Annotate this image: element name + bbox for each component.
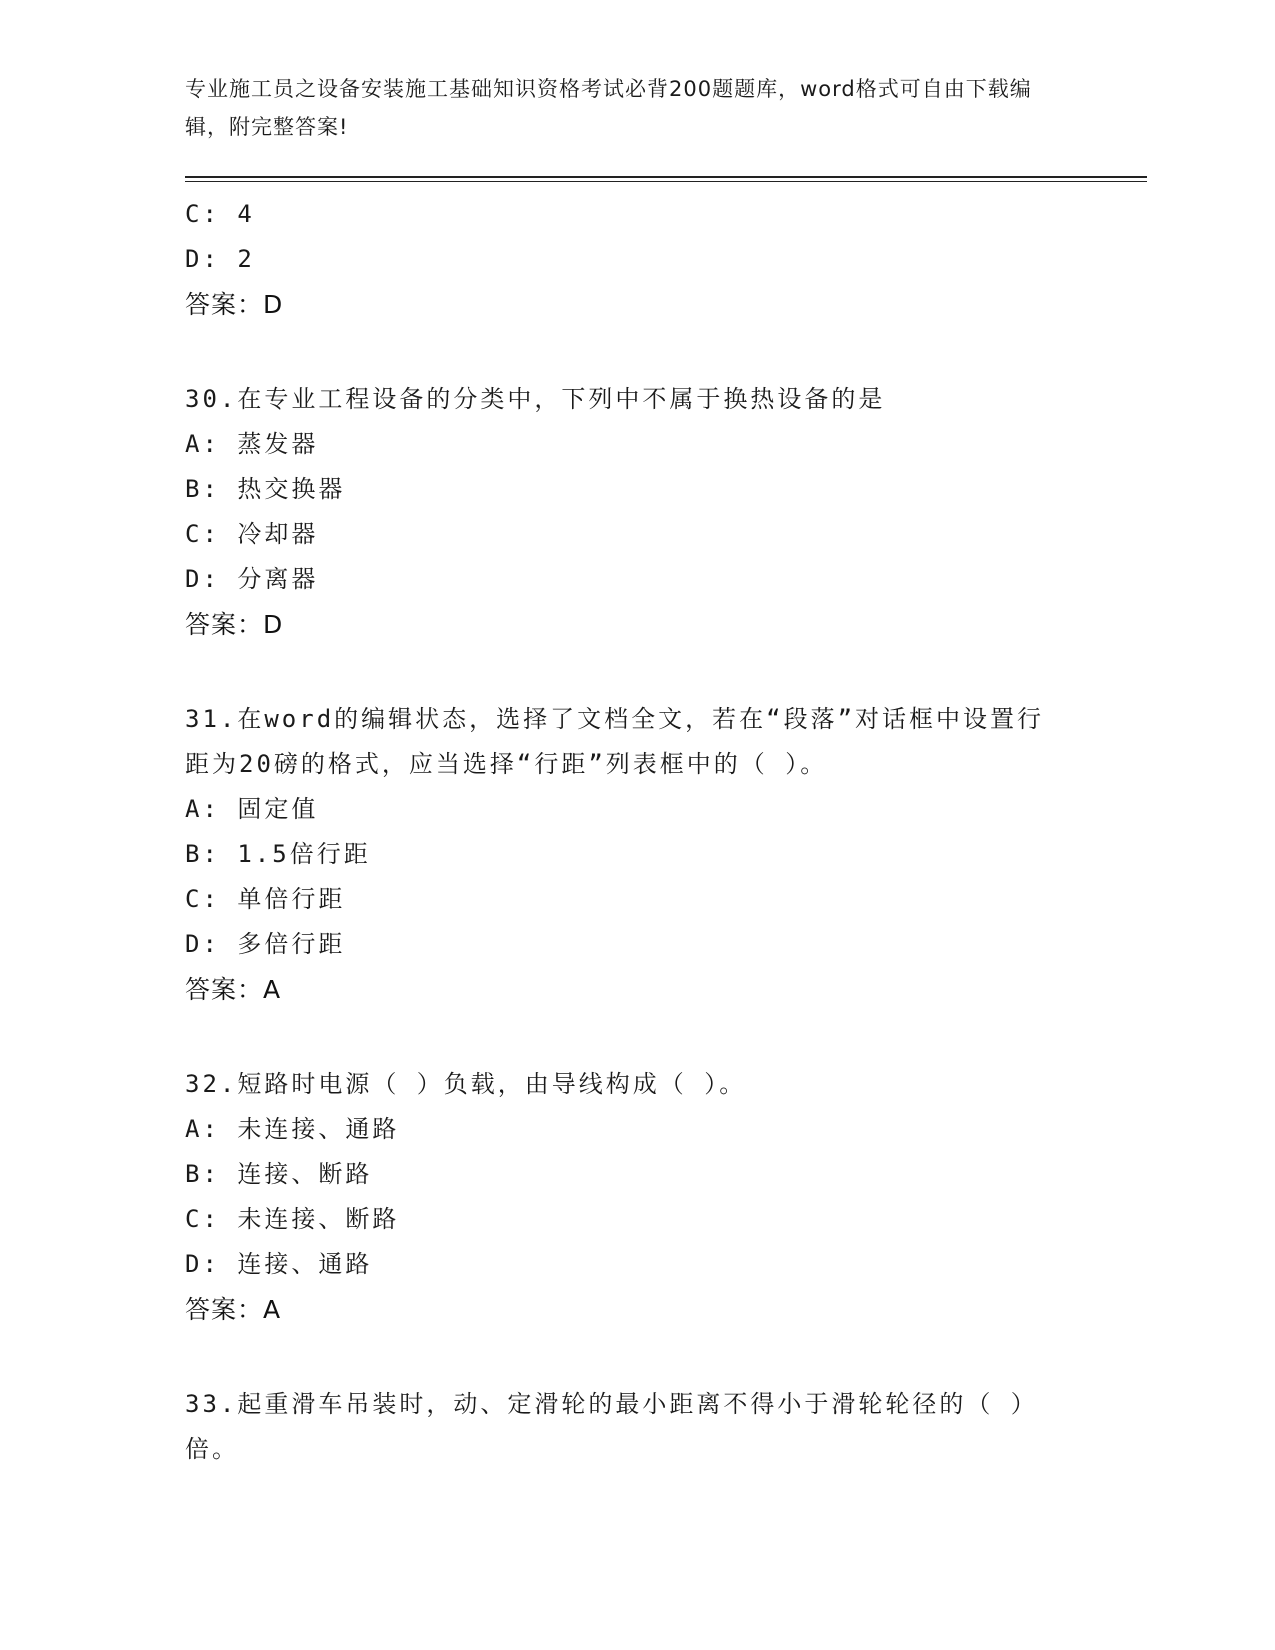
answer-line: 答案：A (185, 975, 282, 1004)
question-text: 31.在word的编辑状态，选择了文档全文，若在“段落”对话框中设置行距为20磅的格式，应当选择“行距”列表框中的（ ）。 (185, 705, 1045, 778)
question-text: 33.起重滑车吊装时，动、定滑轮的最小距离不得小于滑轮轮径的（ ）倍。 (185, 1390, 1038, 1463)
spacer (185, 647, 1065, 697)
answer-line: 答案：A (185, 1295, 282, 1324)
question-31 (185, 697, 1065, 1012)
page-header (185, 70, 1065, 146)
option-d: D: 2 (185, 245, 255, 273)
answer-line: 答案：D (185, 610, 284, 639)
spacer (185, 1012, 1065, 1062)
option-a: A: 蒸发器 (185, 430, 319, 458)
header-title: 专业施工员之设备安装施工基础知识资格考试必背200题题库，word格式可自由下载编辑，附完整答案! (185, 77, 1032, 139)
question-text: 32.短路时电源（ ）负载，由导线构成（ ）。 (185, 1070, 747, 1098)
option-a: A: 固定值 (185, 795, 319, 823)
answer-line: 答案：D (185, 290, 284, 319)
header-divider-thin (185, 181, 1147, 182)
question-29-continued (185, 192, 1065, 327)
question-30 (185, 377, 1065, 647)
spacer (185, 327, 1065, 377)
question-33 (185, 1382, 1065, 1472)
spacer (185, 1332, 1065, 1382)
option-c: C: 单倍行距 (185, 885, 346, 913)
option-c: C: 未连接、断路 (185, 1205, 400, 1233)
option-a: A: 未连接、通路 (185, 1115, 400, 1143)
option-b: B: 热交换器 (185, 475, 346, 503)
question-32 (185, 1062, 1065, 1332)
option-d: D: 连接、通路 (185, 1250, 373, 1278)
document-body (185, 192, 1065, 1472)
question-text: 30.在专业工程设备的分类中，下列中不属于换热设备的是 (185, 385, 886, 413)
option-d: D: 分离器 (185, 565, 319, 593)
option-b: B: 连接、断路 (185, 1160, 373, 1188)
option-c: C: 冷却器 (185, 520, 319, 548)
option-b: B: 1.5倍行距 (185, 840, 371, 868)
header-divider (185, 176, 1147, 178)
option-d: D: 多倍行距 (185, 930, 346, 958)
option-c: C: 4 (185, 200, 255, 228)
